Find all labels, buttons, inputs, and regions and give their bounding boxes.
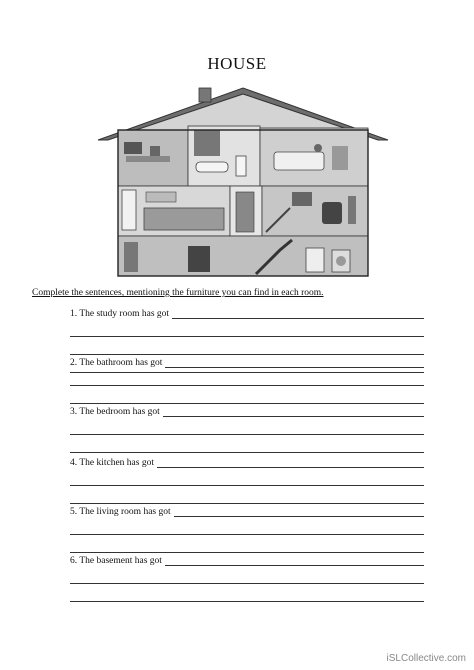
question-4 — [70, 456, 424, 504]
question-label: 1. The study room has got — [70, 309, 170, 319]
question-label: 2. The bathroom has got — [70, 358, 163, 368]
footer-watermark: iSLCollective.com — [386, 653, 466, 664]
question-label: 3. The bedroom has got — [70, 407, 160, 417]
answer-line[interactable] — [70, 584, 424, 602]
answer-line[interactable] — [70, 337, 424, 355]
answer-line[interactable] — [70, 517, 424, 535]
answer-line[interactable] — [70, 486, 424, 504]
answer-line[interactable] — [172, 309, 424, 319]
answer-line[interactable] — [70, 368, 424, 386]
answer-line[interactable] — [70, 319, 424, 337]
question-5 — [70, 505, 424, 553]
answer-line[interactable] — [157, 458, 424, 468]
question-label: 4. The kitchen has got — [70, 458, 154, 468]
answer-line[interactable] — [70, 468, 424, 486]
page-title: HOUSE — [207, 54, 267, 73]
answer-line[interactable] — [165, 556, 424, 566]
answer-line[interactable] — [163, 407, 424, 417]
question-label: 5. The living room has got — [70, 507, 171, 517]
answer-line[interactable] — [174, 507, 424, 517]
instruction-text: Complete the sentences, mentioning the furniture you can find in each room. — [32, 288, 324, 298]
answer-line[interactable] — [70, 386, 424, 404]
answer-line[interactable] — [70, 417, 424, 435]
question-label: 6. The basement has got — [70, 556, 162, 566]
answer-line[interactable] — [165, 358, 424, 368]
answer-line[interactable] — [70, 435, 424, 453]
question-3 — [70, 405, 424, 453]
question-2 — [70, 356, 424, 404]
question-6 — [70, 554, 424, 602]
answer-line[interactable] — [70, 535, 424, 553]
answer-line[interactable] — [70, 566, 424, 584]
house-cutaway-illustration — [96, 86, 390, 278]
